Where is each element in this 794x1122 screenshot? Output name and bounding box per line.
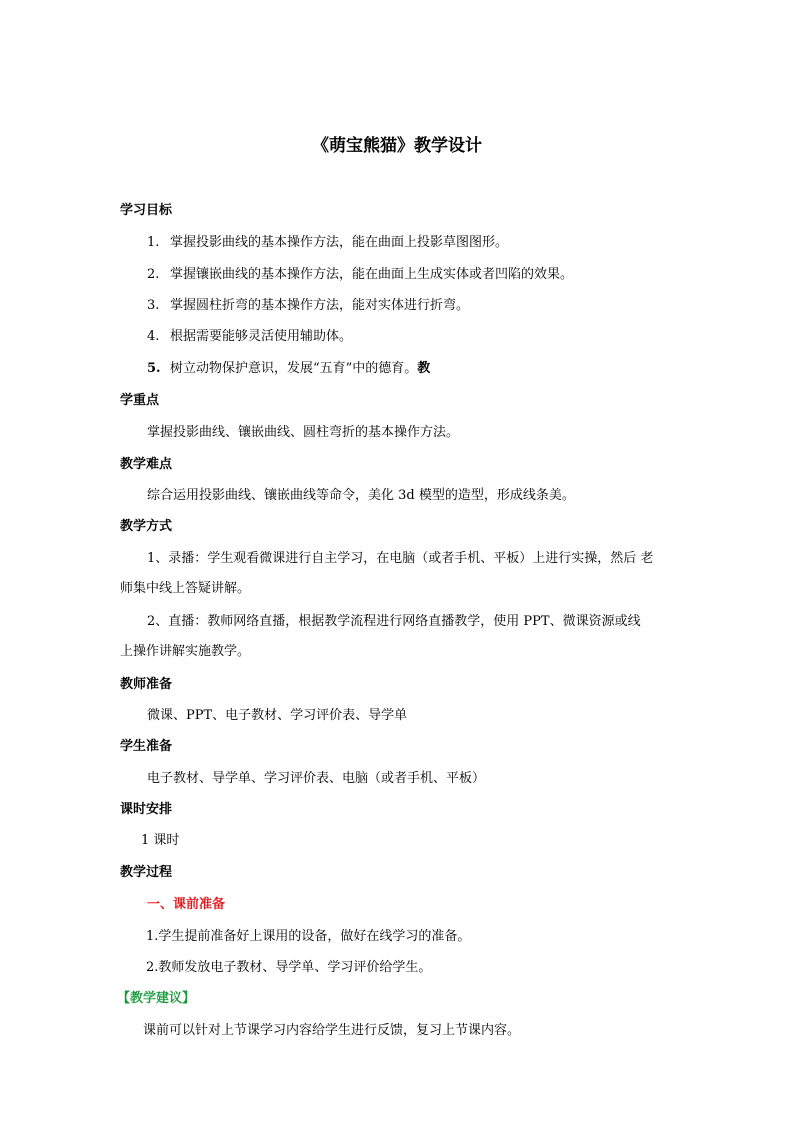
step-1-item-2: 2.教师发放电子教材、导学单、学习评价给学生。 bbox=[146, 960, 432, 975]
method-2-line-2: 上操作讲解实施教学。 bbox=[120, 644, 251, 659]
methods-heading: 教学方式 bbox=[120, 519, 173, 534]
teacher-prep-heading: 教师准备 bbox=[120, 677, 173, 692]
objectives-heading: 学习目标 bbox=[120, 203, 173, 218]
objective-text: 树立动物保护意识，发展“五育”中的德育。 bbox=[170, 361, 418, 376]
step-1-item-1: 1.学生提前准备好上课用的设备，做好在线学习的准备。 bbox=[146, 929, 471, 944]
objective-number: 2. bbox=[147, 267, 160, 282]
teacher-prep-text: 微课、PPT、电子教材、学习评价表、导学单 bbox=[147, 708, 408, 723]
method-1-line-2: 师集中线上答疑讲解。 bbox=[120, 581, 251, 596]
objective-number: 1. bbox=[147, 235, 160, 250]
student-prep-heading: 学生准备 bbox=[120, 739, 173, 754]
student-prep-text: 电子教材、导学单、学习评价表、电脑（或者手机、平板） bbox=[147, 771, 486, 786]
objective-text: 根据需要能够灵活使用辅助体。 bbox=[170, 329, 353, 344]
objective-text: 掌握投影曲线的基本操作方法，能在曲面上投影草图图形。 bbox=[170, 235, 509, 250]
objective-tail: 教 bbox=[417, 361, 431, 376]
schedule-text: 1 课时 bbox=[141, 833, 180, 848]
objective-item-3 bbox=[147, 297, 469, 315]
method-2-line-1: 2、直播：教师网络直播，根据教学流程进行网络直播教学，使用 PPT、微课资源或线 bbox=[147, 614, 641, 629]
key-points-heading: 学重点 bbox=[120, 393, 160, 408]
method-1-line-1: 1、录播：学生观看微课进行自主学习，在电脑（或者手机、平板）上进行实操，然后 老 bbox=[147, 551, 654, 566]
objective-item-2 bbox=[147, 266, 573, 284]
objective-number: 3. bbox=[147, 298, 160, 313]
objective-number: 4. bbox=[147, 329, 160, 344]
objective-item-1 bbox=[147, 234, 508, 252]
teaching-suggestion-label: 【教学建议】 bbox=[117, 991, 196, 1006]
objective-number: 5. bbox=[147, 361, 161, 376]
teaching-suggestion-text: 课前可以针对上节课学习内容给学生进行反馈，复习上节课内容。 bbox=[143, 1023, 521, 1038]
document-title: 《萌宝熊猫》教学设计 bbox=[312, 136, 482, 156]
objective-item-4 bbox=[147, 328, 352, 346]
schedule-heading: 课时安排 bbox=[120, 802, 173, 817]
objective-item-5 bbox=[147, 360, 430, 378]
difficulties-heading: 教学难点 bbox=[120, 457, 173, 472]
step-1-title: 一、课前准备 bbox=[147, 897, 226, 912]
key-points-text: 掌握投影曲线、镶嵌曲线、圆柱弯折的基本操作方法。 bbox=[147, 425, 460, 440]
process-heading: 教学过程 bbox=[120, 865, 173, 880]
objective-text: 掌握圆柱折弯的基本操作方法，能对实体进行折弯。 bbox=[170, 298, 470, 313]
difficulties-text: 综合运用投影曲线、镶嵌曲线等命令，美化 3d 模型的造型，形成线条美。 bbox=[147, 488, 575, 503]
objective-text: 掌握镶嵌曲线的基本操作方法，能在曲面上生成实体或者凹陷的效果。 bbox=[170, 267, 574, 282]
